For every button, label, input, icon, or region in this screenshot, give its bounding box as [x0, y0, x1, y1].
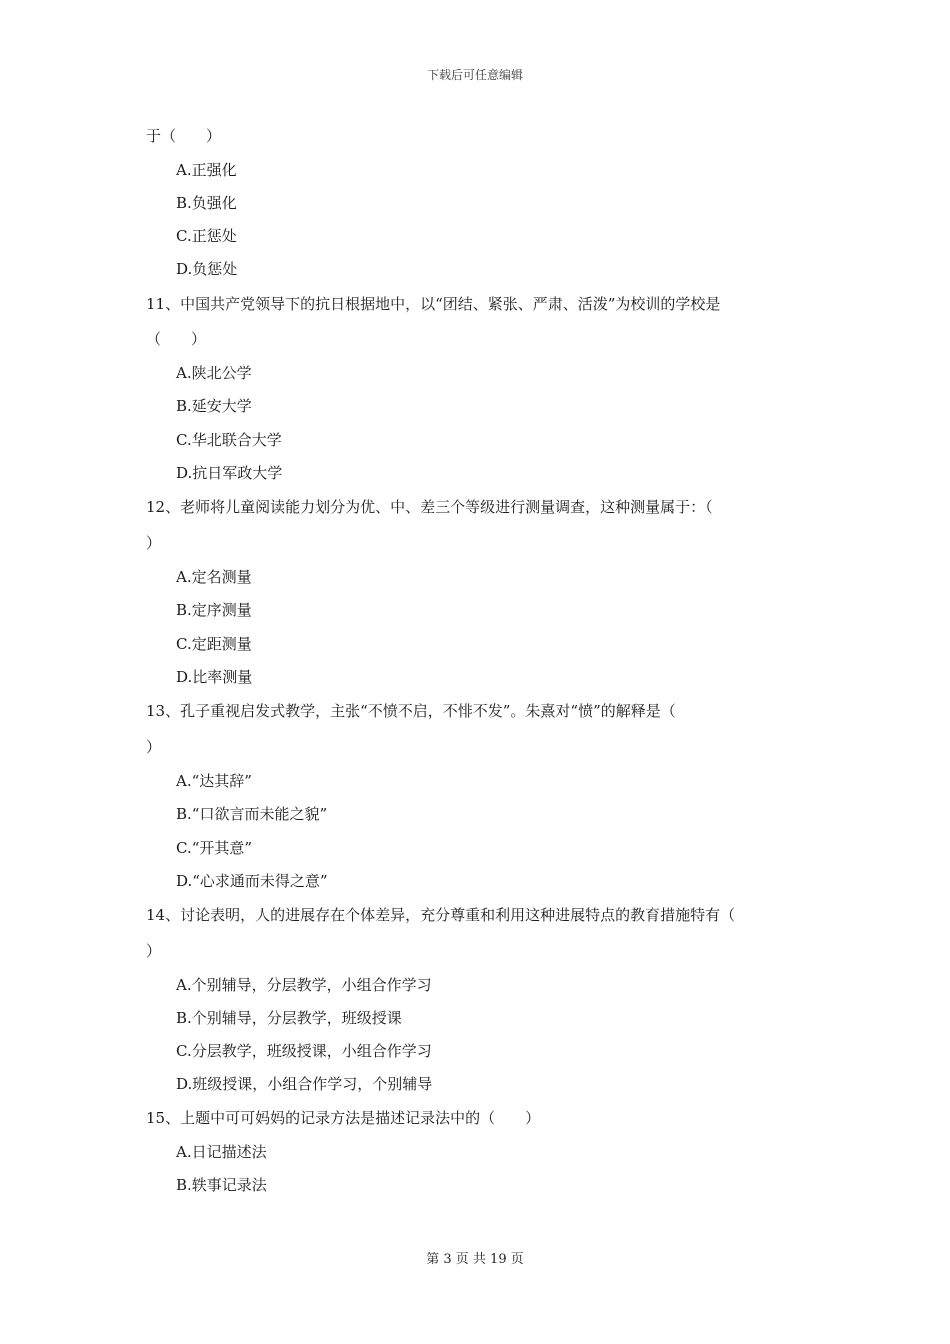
question-14: 14、讨论表明，人的进展存在个体差异，充分尊重和利用这种进展特点的教育措施特有（: [146, 906, 736, 924]
answer-option: D.比率测量: [176, 668, 253, 686]
answer-option: C.华北联合大学: [176, 431, 282, 449]
answer-option: C.正惩处: [176, 227, 237, 245]
answer-option: A.正强化: [176, 161, 237, 179]
answer-option: D.负惩处: [176, 260, 238, 278]
question-13: 13、孔子重视启发式教学，主张“不愤不启，不悱不发”。朱熹对“愤”的解释是（: [146, 702, 676, 720]
answer-option: A.陕北公学: [176, 364, 252, 382]
answer-option: D.班级授课，小组合作学习，个别辅导: [176, 1075, 433, 1093]
answer-option: A.日记描述法: [176, 1143, 267, 1161]
answer-option: B.定序测量: [176, 601, 252, 619]
page-footer: 第 3 页 共 19 页: [426, 1252, 524, 1267]
question-continuation: 于（ ）: [146, 127, 222, 145]
answer-option: B.负强化: [176, 194, 237, 212]
question-11: 11、中国共产党领导下的抗日根据地中，以“团结、紧张、严肃、活泼”为校训的学校是: [146, 295, 721, 313]
answer-option: D.抗日军政大学: [176, 464, 283, 482]
answer-option: B.轶事记录法: [176, 1176, 267, 1194]
question-continuation: ）: [146, 738, 162, 756]
answer-option: D.“心求通而未得之意”: [176, 872, 328, 890]
page-header: 下载后可任意编辑: [426, 68, 523, 82]
answer-option: B.“口欲言而未能之貌”: [176, 805, 328, 823]
answer-option: C.分层教学，班级授课，小组合作学习: [176, 1042, 432, 1060]
question-15: 15、上题中可可妈妈的记录方法是描述记录法中的（ ）: [146, 1109, 541, 1127]
answer-option: A.“达其辞”: [176, 772, 252, 790]
question-continuation: （ ）: [146, 330, 207, 348]
question-continuation: ）: [146, 534, 162, 552]
answer-option: A.定名测量: [176, 568, 252, 586]
question-12: 12、老师将儿童阅读能力划分为优、中、差三个等级进行测量调查，这种测量属于：（: [146, 498, 713, 516]
answer-option: C.“开其意”: [176, 839, 253, 857]
answer-option: B.个别辅导，分层教学，班级授课: [176, 1009, 402, 1027]
answer-option: B.延安大学: [176, 397, 252, 415]
answer-option: A.个别辅导，分层教学，小组合作学习: [176, 976, 432, 994]
answer-option: C.定距测量: [176, 635, 252, 653]
question-continuation: ）: [146, 942, 162, 960]
